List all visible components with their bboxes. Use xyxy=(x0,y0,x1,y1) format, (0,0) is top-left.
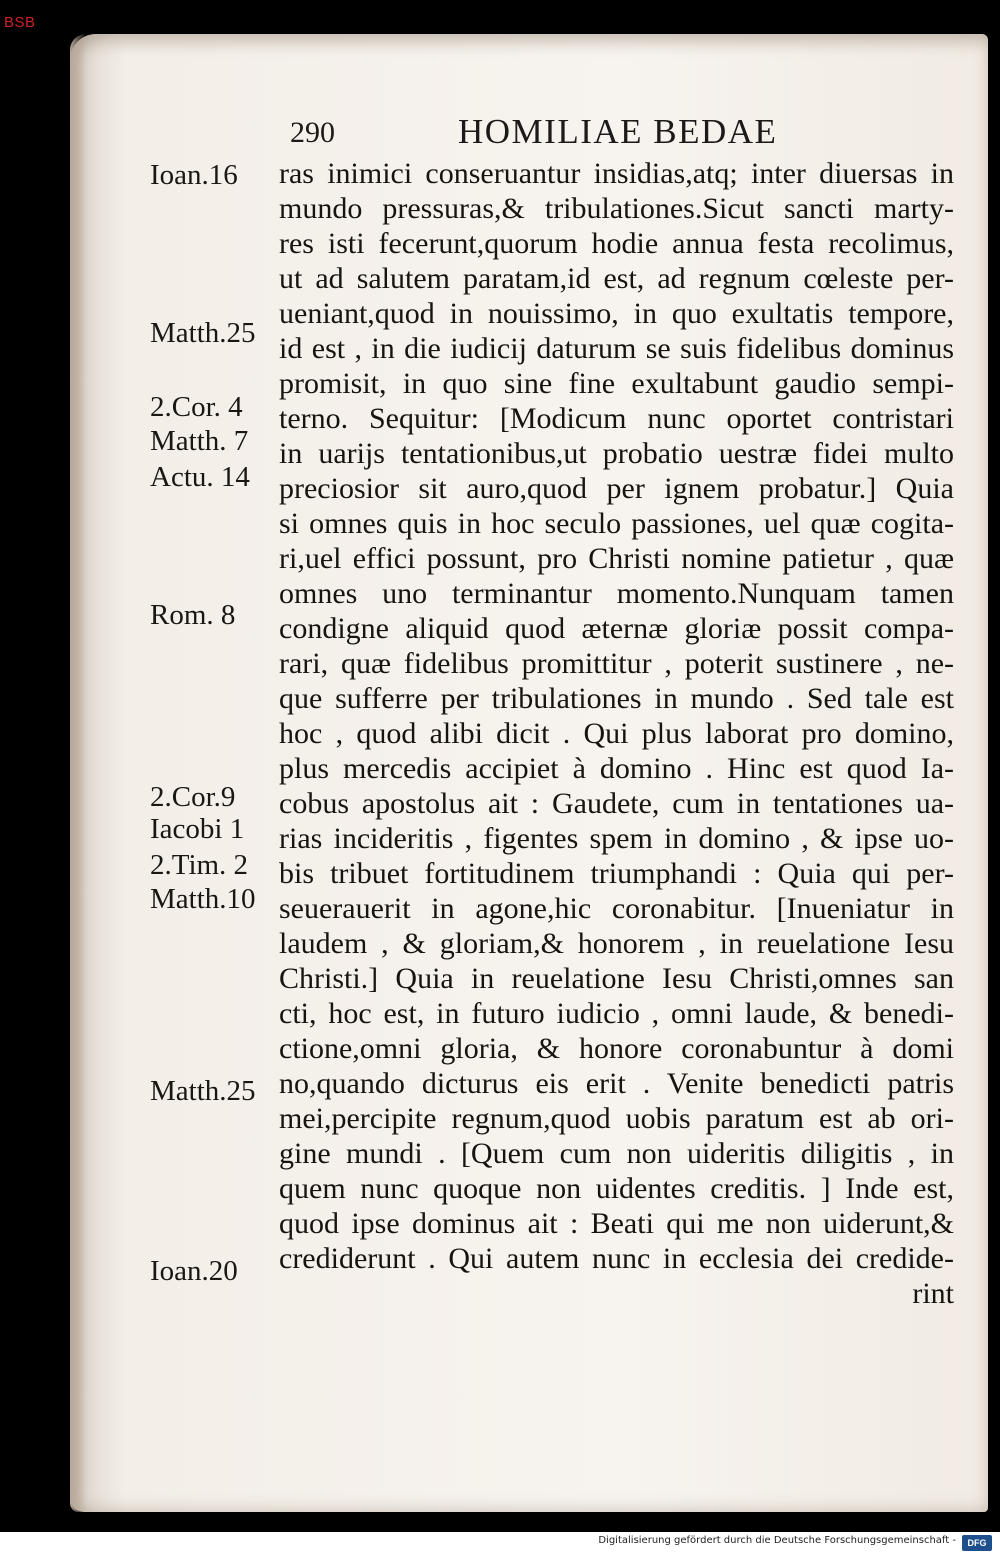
text-line: ri,uel effici possunt, pro Christi nomine patietur , quæ xyxy=(279,542,954,575)
margin-reference: Matth.25 xyxy=(150,1075,256,1107)
text-line: id est , in die iudicij daturum se suis fidelibus dominus xyxy=(279,332,954,365)
text-line: seuerauerit in agone,hic coronabitur. [Inueniatur in xyxy=(279,892,954,925)
text-line: Christi.] Quia in reuelatione Iesu Christi,omnes san xyxy=(279,962,954,995)
text-line: quod ipse dominus ait : Beati qui me non uiderunt,& xyxy=(279,1207,954,1240)
text-line: bis tribuet fortitudinem triumphandi : Quia qui per- xyxy=(279,857,954,890)
margin-reference: Iacobi 1 xyxy=(150,813,245,845)
text-line: mundo pressuras,& tribulationes.Sicut sancti marty- xyxy=(279,192,954,225)
library-mark: BSB xyxy=(4,14,36,31)
text-line: ras inimici conseruantur insidias,atq; inter diuersas in xyxy=(279,157,954,190)
text-line: preciosior sit auro,quod per ignem probatur.] Quia xyxy=(279,472,954,505)
text-line: si omnes quis in hoc seculo passiones, uel quæ cogita- xyxy=(279,507,954,540)
margin-reference: Matth.25 xyxy=(150,317,256,349)
page-gutter-shadow xyxy=(70,34,86,1512)
text-line: que sufferre per tribulationes in mundo . Sed tale est xyxy=(279,682,954,715)
margin-reference: 2.Cor.9 xyxy=(150,781,236,813)
margin-reference: Ioan.20 xyxy=(150,1255,238,1287)
text-line: omnes uno terminantur momento.Nunquam tamen xyxy=(279,577,954,610)
margin-reference: Matth.10 xyxy=(150,883,256,915)
dfg-logo-icon: DFG xyxy=(962,1535,992,1551)
funding-credit: Digitalisierung gefördert durch die Deutsche Forschungsgemeinschaft - xyxy=(598,1535,956,1546)
running-title: HOMILIAE BEDAE xyxy=(458,112,778,151)
margin-reference: Actu. 14 xyxy=(150,461,250,493)
text-line: plus mercedis accipiet à domino . Hinc est quod Ia- xyxy=(279,752,954,785)
text-line: promisit, in quo sine fine exultabunt gaudio sempi- xyxy=(279,367,954,400)
text-line: res isti fecerunt,quorum hodie annua festa recolimus, xyxy=(279,227,954,260)
margin-reference: Ioan.16 xyxy=(150,159,238,191)
text-line: crediderunt . Qui autem nunc in ecclesia dei credide- xyxy=(279,1242,954,1275)
page-header xyxy=(290,112,830,152)
margin-reference: Rom. 8 xyxy=(150,599,236,631)
text-line: in uarijs tentationibus,ut probatio uestræ fidei multo xyxy=(279,437,954,470)
text-line: no,quando dicturus eis erit . Venite benedicti patris xyxy=(279,1067,954,1100)
text-line: laudem , & gloriam,& honorem , in reuelatione Iesu xyxy=(279,927,954,960)
text-line: condigne aliquid quod æternæ gloriæ possit compa- xyxy=(279,612,954,645)
text-line: mei,percipite regnum,quod uobis paratum est ab ori- xyxy=(279,1102,954,1135)
page-number: 290 xyxy=(290,116,335,149)
catchword: rint xyxy=(912,1277,954,1310)
text-line: cti, hoc est, in futuro iudicio , omni laude, & benedi- xyxy=(279,997,954,1030)
margin-reference: 2.Tim. 2 xyxy=(150,849,249,881)
text-line: ueniant,quod in nouissimo, in quo exultatis tempore, xyxy=(279,297,954,330)
text-line: rias incideritis , figentes spem in domino , & ipse uo- xyxy=(279,822,954,855)
text-line: hoc , quod alibi dicit . Qui plus laborat pro domino, xyxy=(279,717,954,750)
text-line: cobus apostolus ait : Gaudete, cum in tentationes ua- xyxy=(279,787,954,820)
margin-reference: Matth. 7 xyxy=(150,425,249,457)
text-line: rari, quæ fidelibus promittitur , poterit sustinere , ne- xyxy=(279,647,954,680)
text-line: ctione,omni gloria, & honore coronabuntur à domi xyxy=(279,1032,954,1065)
text-line: quem nunc quoque non uidentes creditis. ] Inde est, xyxy=(279,1172,954,1205)
body-text xyxy=(279,156,954,1311)
text-line: terno. Sequitur: [Modicum nunc oportet contristari xyxy=(279,402,954,435)
text-line: gine mundi . [Quem cum non uideritis diligitis , in xyxy=(279,1137,954,1170)
margin-reference: 2.Cor. 4 xyxy=(150,391,243,423)
footer-bar xyxy=(0,1532,1000,1554)
text-line: ut ad salutem paratam,id est, ad regnum cœleste per- xyxy=(279,262,954,295)
